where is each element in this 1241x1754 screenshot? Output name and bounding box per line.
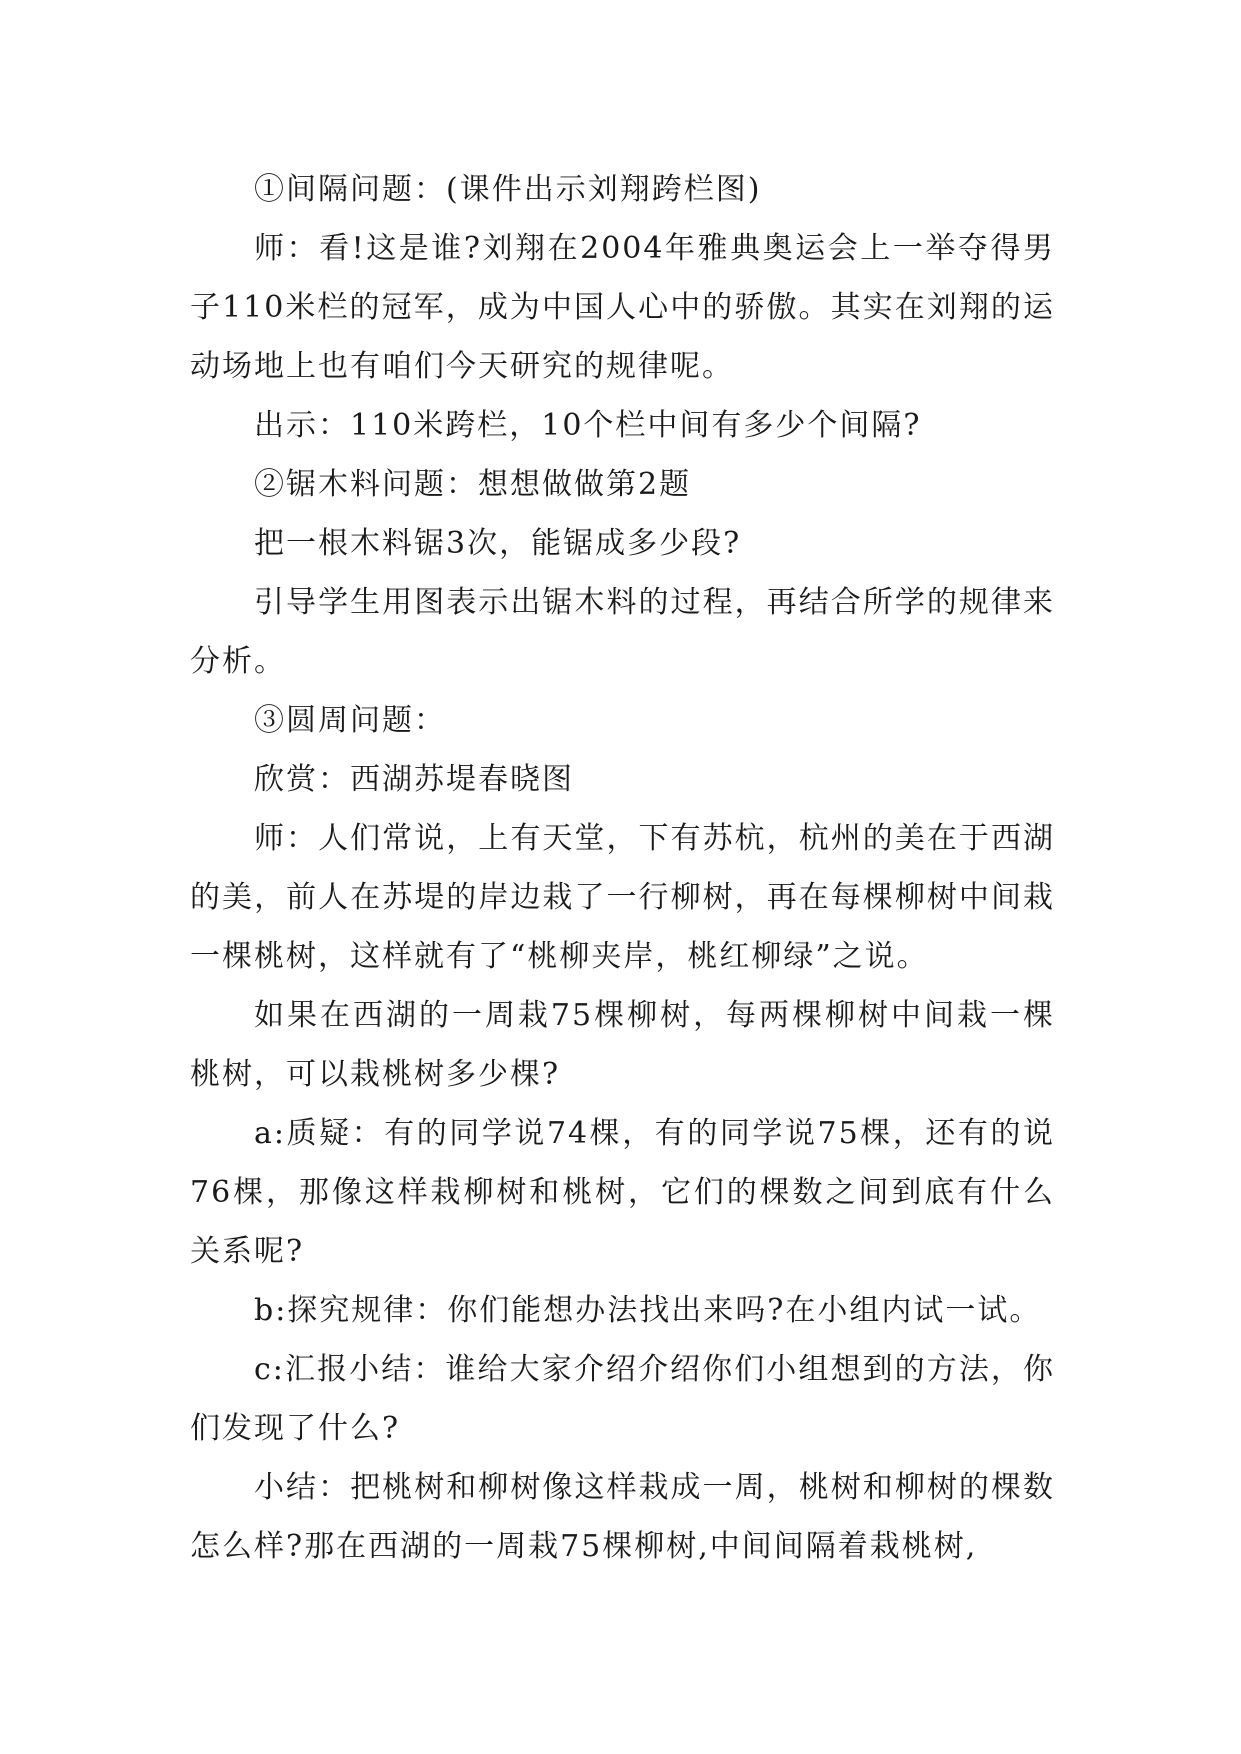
paragraph-step-a-question: a:质疑：有的同学说74棵，有的同学说75棵，还有的说76棵，那像这样栽柳树和桃树，它们的棵数之间到底有什么关系呢?	[190, 1116, 1055, 1269]
paragraph-circle-problem-heading: ③圆周问题：	[254, 703, 446, 738]
paragraph-summary: 小结：把桃树和柳树像这样栽成一周，桃树和柳树的棵数怎么样?那在西湖的一周栽75棵柳树,中间间隔着栽桃树,	[190, 1470, 1055, 1564]
paragraph-sawing-question: 把一根木料锯3次，能锯成多少段?	[254, 526, 742, 561]
paragraph-teacher-liuxiang: 师：看!这是谁?刘翔在2004年雅典奥运会上一举夺得男子110米栏的冠军，成为中国人心中的骄傲。其实在刘翔的运动场地上也有咱们今天研究的规律呢。	[190, 231, 1055, 384]
paragraph-show-hurdles: 出示：110米跨栏，10个栏中间有多少个间隔?	[254, 408, 922, 443]
document-body	[190, 160, 1055, 1576]
paragraph-interval-problem-heading: ①间隔问题：(课件出示刘翔跨栏图)	[254, 172, 762, 207]
paragraph-teacher-west-lake: 师：人们常说，上有天堂，下有苏杭，杭州的美在于西湖的美，前人在苏堤的岸边栽了一行柳树，再在每棵柳树中间栽一棵桃树，这样就有了“桃柳夹岸，桃红柳绿”之说。	[190, 821, 1055, 974]
paragraph-appreciate-west-lake: 欣赏：西湖苏堤春晓图	[254, 762, 574, 797]
paragraph-step-b-explore: b:探究规律：你们能想办法找出来吗?在小组内试一试。	[254, 1293, 1042, 1328]
paragraph-sawing-problem-heading: ②锯木料问题：想想做做第2题	[254, 467, 692, 502]
paragraph-sawing-guidance: 引导学生用图表示出锯木料的过程，再结合所学的规律来分析。	[190, 585, 1055, 679]
paragraph-peach-tree-question: 如果在西湖的一周栽75棵柳树，每两棵柳树中间栽一棵桃树，可以栽桃树多少棵?	[190, 998, 1055, 1092]
paragraph-step-c-report: c:汇报小结：谁给大家介绍介绍你们小组想到的方法，你们发现了什么?	[190, 1352, 1055, 1446]
